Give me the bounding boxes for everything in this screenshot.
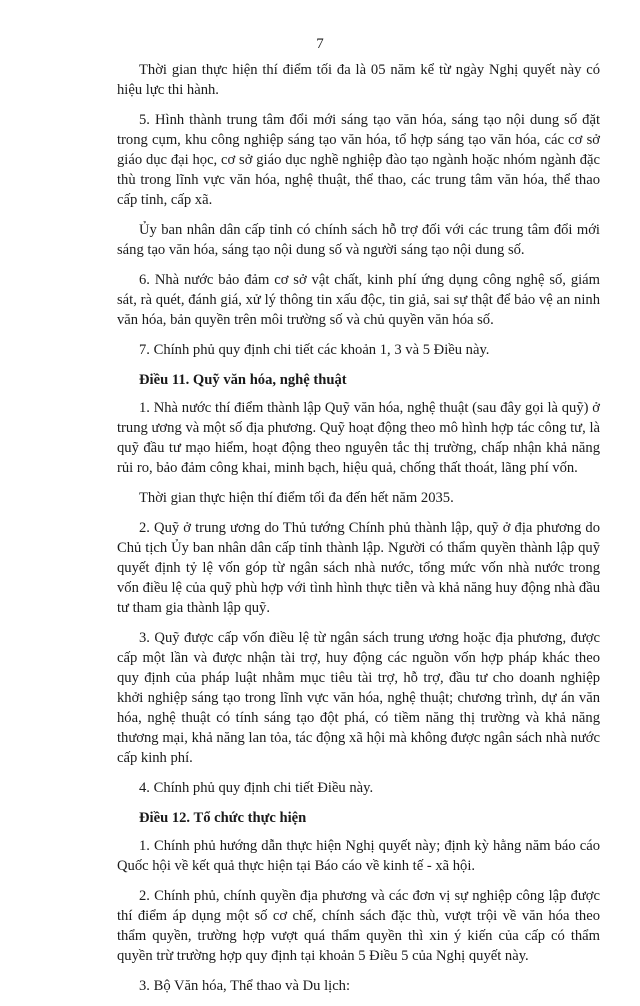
paragraph: Ủy ban nhân dân cấp tỉnh có chính sách hỗ trợ đối với các trung tâm đổi mới sáng tạo văn hóa, sáng tạo nội dung số và người sáng tạo nội dung số. (117, 222, 600, 258)
paragraph: 1. Nhà nước thí điểm thành lập Quỹ văn hóa, nghệ thuật (sau đây gọi là quỹ) ở trung ương và một số địa phương. Quỹ hoạt động theo mô hình hợp tác công tư, là quỹ đầu tư mạo hiểm, hoạt động theo nguyên tắc thị trường, chấp nhận khả năng rủi ro, bảo đảm công khai, minh bạch, hiệu quả, chống thất thoát, lãng phí vốn. (117, 400, 600, 476)
paragraph: Thời gian thực hiện thí điểm tối đa là 05 năm kể từ ngày Nghị quyết này có hiệu lực thi hành. (117, 62, 600, 98)
paragraph: 3. Bộ Văn hóa, Thể thao và Du lịch: (139, 978, 351, 994)
paragraph: 7. Chính phủ quy định chi tiết các khoản 1, 3 và 5 Điều này. (139, 342, 490, 358)
page-number: 7 (316, 36, 324, 52)
paragraph: 2. Quỹ ở trung ương do Thủ tướng Chính phủ thành lập, quỹ ở địa phương do Chủ tịch Ủy ban nhân dân cấp tỉnh thành lập. Người có thẩm quyền thành lập quỹ quyết định tỷ lệ vốn góp từ ngân sách nhà nước, tổng mức vốn nhà nước trong vốn điều lệ của quỹ phù hợp với tình hình thực tiễn và khả năng huy động nhà đầu tư tham gia thành lập quỹ. (117, 520, 600, 616)
article-heading: Điều 12. Tổ chức thực hiện (139, 810, 307, 826)
paragraph: 5. Hình thành trung tâm đổi mới sáng tạo văn hóa, sáng tạo nội dung số đặt trong cụm, khu công nghiệp sáng tạo văn hóa, tổ hợp sáng tạo văn hóa, các cơ sở giáo dục đại học, cơ sở giáo dục nghề nghiệp đào tạo ngành hoặc nhóm ngành đặc thù trong lĩnh vực văn hóa, nghệ thuật, thể thao, các trung tâm văn hóa, thể thao cấp tỉnh, cấp xã. (117, 112, 600, 208)
paragraph: 1. Chính phủ hướng dẫn thực hiện Nghị quyết này; định kỳ hằng năm báo cáo Quốc hội về kết quả thực hiện tại Báo cáo về kinh tế - xã hội. (117, 838, 600, 874)
document-body (117, 60, 600, 1006)
paragraph: 3. Quỹ được cấp vốn điều lệ từ ngân sách trung ương hoặc địa phương, được cấp một lần và được nhận tài trợ, huy động các nguồn vốn hợp pháp khác theo quy định của pháp luật nhằm mục tiêu tài trợ, hỗ trợ, đầu tư cho doanh nghiệp khởi nghiệp sáng tạo trong lĩnh vực văn hóa, nghệ thuật; chương trình, dự án văn hóa, nghệ thuật có tính sáng tạo đột phá, có tiềm năng thị trường và khả năng thương mại, khả năng lan tỏa, tác động xã hội mà không được ngân sách nhà nước cấp kinh phí. (117, 630, 600, 766)
paragraph: 2. Chính phủ, chính quyền địa phương và các đơn vị sự nghiệp công lập được thí điểm áp dụng một số cơ chế, chính sách đặc thù, vượt trội về văn hóa theo thẩm quyền, trường hợp vượt quá thẩm quyền thì xin ý kiến của cấp có thẩm quyền trừ trường hợp quy định tại khoản 5 Điều 5 của Nghị quyết này. (117, 888, 600, 964)
paragraph: 6. Nhà nước bảo đảm cơ sở vật chất, kinh phí ứng dụng công nghệ số, giám sát, rà quét, đánh giá, xử lý thông tin xấu độc, tin giả, sai sự thật để bảo vệ an ninh văn hóa, bản quyền trên môi trường số và chủ quyền văn hóa số. (117, 272, 600, 328)
article-heading: Điều 11. Quỹ văn hóa, nghệ thuật (139, 372, 347, 388)
paragraph: Thời gian thực hiện thí điểm tối đa đến hết năm 2035. (139, 490, 454, 506)
paragraph: 4. Chính phủ quy định chi tiết Điều này. (139, 780, 374, 796)
